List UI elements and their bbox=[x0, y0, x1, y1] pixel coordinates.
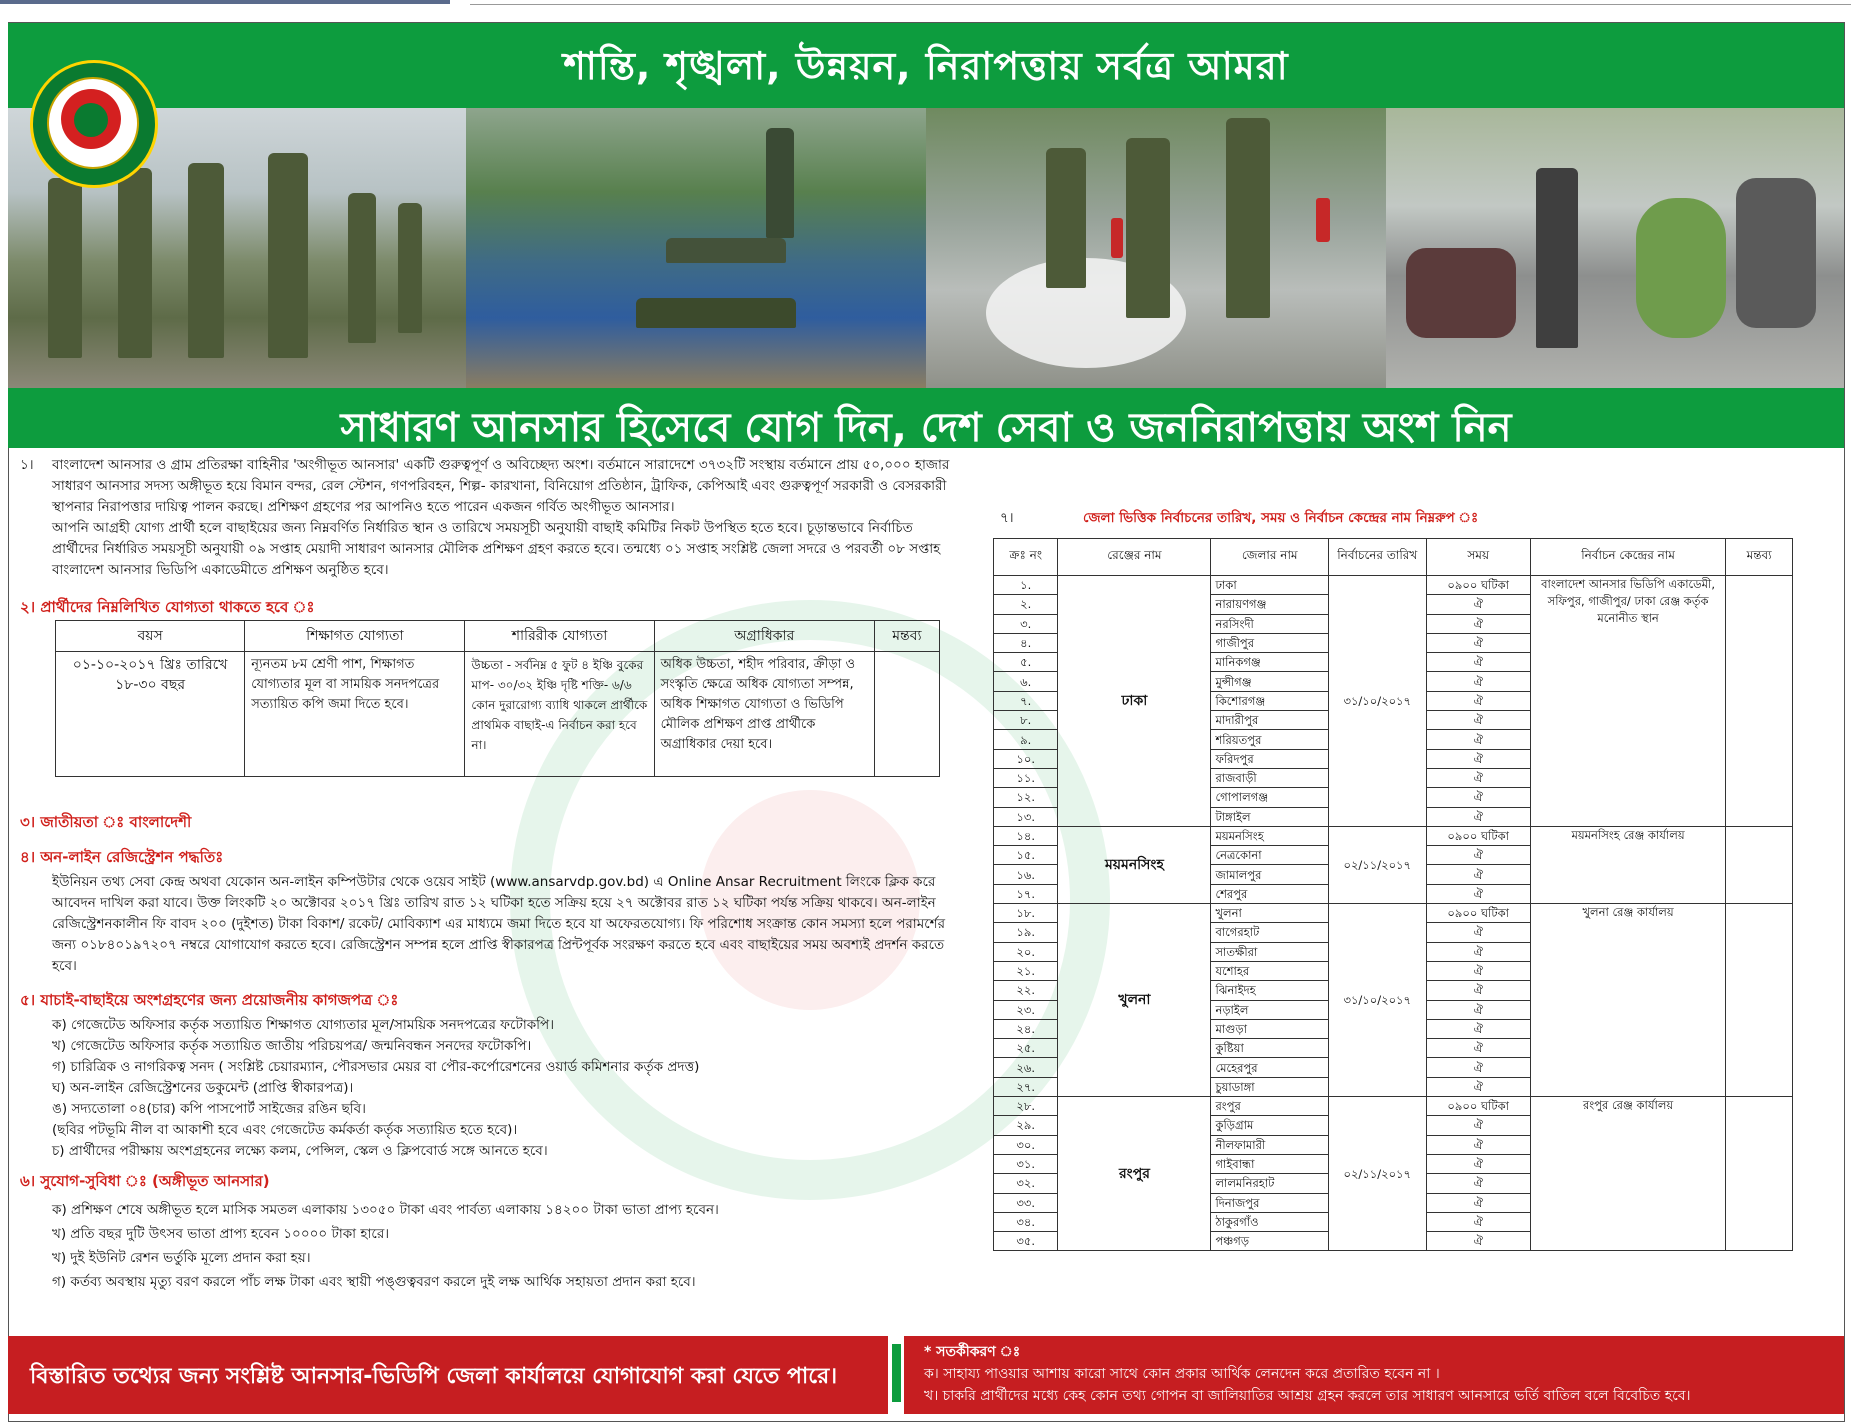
sl-cell: ৭. bbox=[994, 691, 1058, 710]
sl-cell: ৩৩. bbox=[994, 1193, 1058, 1212]
sec5-item: ঙ) সদ্যতোলা ০৪(চার) কপি পাসপোর্ট সাইজের রঙিন ছবি। bbox=[52, 1101, 367, 1117]
col-priority: অগ্রাধিকার bbox=[654, 621, 874, 652]
sl-cell: ১৩. bbox=[994, 807, 1058, 826]
time-cell: ঐ bbox=[1426, 1154, 1530, 1173]
sl-cell: ৩৫. bbox=[994, 1232, 1058, 1251]
sl-cell: ২৪. bbox=[994, 1019, 1058, 1038]
sl-cell: ১৮. bbox=[994, 904, 1058, 923]
sl-cell: ২৬. bbox=[994, 1058, 1058, 1077]
district-cell: মানিকগঞ্জ bbox=[1211, 653, 1329, 672]
sec5-item: গ) চারিত্রিক ও নাগরিকত্ব সনদ ( সংশ্লিষ্ট চেয়ারম্যান, পৌরসভার মেয়র বা পৌর-কর্পোরেশনের ওয়ার্ড কমিশনার কর্তৃক প্রদত্ত) bbox=[52, 1059, 700, 1075]
schedule-row bbox=[994, 826, 1793, 845]
sl-cell: ৩. bbox=[994, 614, 1058, 633]
sec5-list bbox=[52, 1015, 952, 1162]
time-cell: ঐ bbox=[1426, 961, 1530, 980]
sl-cell: ১৫. bbox=[994, 846, 1058, 865]
center-cell: রংপুর রেঞ্জ কার্যালয় bbox=[1530, 1097, 1725, 1251]
sec5-item: (ছবির পটভূমি নীল বা আকাশী হবে এবং গেজেটেড কর্মকর্তা কর্তৃক সত্যায়িত হতে হবে)। bbox=[52, 1122, 518, 1138]
time-cell: ঐ bbox=[1426, 788, 1530, 807]
district-cell: সাতক্ষীরা bbox=[1211, 942, 1329, 961]
time-cell: ঐ bbox=[1426, 653, 1530, 672]
district-cell: গাজীপুর bbox=[1211, 633, 1329, 652]
range-cell: রংপুর bbox=[1058, 1097, 1211, 1251]
sl-cell: ৩২. bbox=[994, 1174, 1058, 1193]
col-physical: শারিরীক যোগ্যতা bbox=[465, 621, 654, 652]
col-range: রেঞ্জের নাম bbox=[1058, 539, 1211, 576]
time-cell: ঐ bbox=[1426, 1000, 1530, 1019]
district-cell: নারায়ণগঞ্জ bbox=[1211, 595, 1329, 614]
time-cell: ০৯০০ ঘটিকা bbox=[1426, 1097, 1530, 1116]
sec2-title: ২। প্রার্থীদের নিম্নলিখিত যোগ্যতা থাকতে হবে ঃ bbox=[20, 598, 315, 616]
date-cell: ৩১/১০/২০১৭ bbox=[1328, 904, 1426, 1097]
footer-divider bbox=[888, 1336, 904, 1414]
sec6-item: ক) প্রশিক্ষণ শেষে অঙ্গীভূত হলে মাসিক সমতল এলাকায় ১৩০৫০ টাকা এবং পার্বত্য এলাকায় ১৪২০০ টাকা ভাতা প্রাপ্য হবেন। bbox=[52, 1202, 719, 1218]
sec7-number: ৭। bbox=[1000, 510, 1014, 526]
district-cell: বাগেরহাট bbox=[1211, 923, 1329, 942]
district-cell: শরিয়তপুর bbox=[1211, 730, 1329, 749]
district-cell: কুষ্টিয়া bbox=[1211, 1039, 1329, 1058]
district-cell: গোপালগঞ্জ bbox=[1211, 788, 1329, 807]
sec5-item: খ) গেজেটেড অফিসার কর্তৃক সত্যায়িত জাতীয় পরিচয়পত্র/ জন্মনিবন্ধন সনদের ফটোকপি। bbox=[52, 1038, 532, 1054]
time-cell: ঐ bbox=[1426, 633, 1530, 652]
district-cell: খুলনা bbox=[1211, 904, 1329, 923]
time-cell: ঐ bbox=[1426, 1135, 1530, 1154]
sl-cell: ৯. bbox=[994, 730, 1058, 749]
comment-cell bbox=[1726, 826, 1793, 903]
center-cell: বাংলাদেশ আনসার ভিডিপি একাডেমী, সফিপুর, গাজীপুর/ ঢাকা রেঞ্জ কর্তৃক মনোনীত স্থান bbox=[1530, 576, 1725, 827]
sl-cell: ২৫. bbox=[994, 1039, 1058, 1058]
top-banner bbox=[8, 23, 1844, 108]
col-remarks: মন্তব্য bbox=[874, 621, 939, 652]
time-cell: ঐ bbox=[1426, 807, 1530, 826]
photo-strip bbox=[8, 108, 1844, 388]
time-cell: ঐ bbox=[1426, 1019, 1530, 1038]
priority-cell: অধিক উচ্চতা, শহীদ পরিবার, ক্রীড়া ও সংস্কৃতি ক্ষেত্রে অধিক যোগ্যতা সম্পন্ন, অধিক শিক্ষাগত যোগ্যতা ও ভিডিপি মৌলিক প্রশিক্ষণ প্রাপ্ত প্রার্থীকে অগ্রাধিকার দেয়া হবে। bbox=[654, 652, 874, 777]
time-cell: ঐ bbox=[1426, 672, 1530, 691]
col-age: বয়স bbox=[56, 621, 245, 652]
sec5-item: চ) প্রার্থীদের পরীক্ষায় অংশগ্রহনের লক্ষ্যে কলম, পেন্সিল, স্কেল ও ক্লিপবোর্ড সঙ্গে আনতে হবে। bbox=[52, 1143, 548, 1159]
date-cell: ০২/১১/২০১৭ bbox=[1328, 1097, 1426, 1251]
sec1-number: ১। bbox=[20, 457, 34, 473]
sl-cell: ৫. bbox=[994, 653, 1058, 672]
sl-cell: ১৬. bbox=[994, 865, 1058, 884]
footer-contact-text: বিস্তারিত তথ্যের জন্য সংশ্লিষ্ট আনসার-ভিডিপি জেলা কার্যালয়ে যোগাযোগ করা যেতে পারে। bbox=[30, 1364, 838, 1389]
age-cell: ০১-১০-২০১৭ খ্রিঃ তারিখে ১৮-৩০ বছর bbox=[56, 652, 245, 777]
sec5-item: ঘ) অন-লাইন রেজিস্ট্রেশনের ডকুমেন্ট (প্রাপ্তি স্বীকারপত্র)। bbox=[52, 1080, 354, 1096]
district-cell: টাঙ্গাইল bbox=[1211, 807, 1329, 826]
sec7-title: জেলা ভিত্তিক নির্বাচনের তারিখ, সময় ও নির্বাচন কেন্দ্রের নাম নিম্নরুপ ঃ bbox=[1083, 510, 1479, 526]
photo-traffic-duty bbox=[1386, 108, 1844, 388]
time-cell: ০৯০০ ঘটিকা bbox=[1426, 904, 1530, 923]
time-cell: ঐ bbox=[1426, 1039, 1530, 1058]
col-sl: ক্রঃ নং bbox=[994, 539, 1058, 576]
sec1-para2: আপনি আগ্রহী যোগ্য প্রার্থী হলে বাছাইয়ের জন্য নিম্নবর্ণিত নির্ধারিত স্থান ও তারিখে সময়সূচী অনুযায়ী বাছাই কমিটির নিকট উপস্থিত হতে হবে। চূড়ান্তভাবে নির্বাচিত প্রার্থীদের নির্ধারিত সময়সূচী অনুযায়ী ০৯ সপ্তাহ মেয়াদী সাধারণ আনসার মৌলিক প্রশিক্ষণ গ্রহণ করতে হবে। তন্মধ্যে ০১ সপ্তাহ সংশ্লিষ্ট জেলা সদরে ও পরবর্তী ০৮ সপ্তাহ বাংলাদেশ আনসার ভিডিপি একাডেমীতে প্রশিক্ষণ অনুষ্ঠিত হবে। bbox=[52, 520, 941, 578]
sl-cell: ৬. bbox=[994, 672, 1058, 691]
sl-cell: ৪. bbox=[994, 633, 1058, 652]
col-education: শিক্ষাগত যোগ্যতা bbox=[245, 621, 465, 652]
sec6-item: গ) কর্তব্য অবস্থায় মৃত্যু বরণ করলে পাঁচ লক্ষ টাকা এবং স্থায়ী পঙ্গুত্ববরণ করলে দুই লক্ষ আর্থিক সহায়তা প্রদান করা হবে। bbox=[52, 1274, 696, 1290]
sl-cell: ৩০. bbox=[994, 1135, 1058, 1154]
physical-cell: উচ্চতা - সর্বনিম্ন ৫ ফুট ৪ ইঞ্চি বুকের মাপ- ৩০/৩২ ইঞ্চি দৃষ্টি শক্তি- ৬/৬ কোন দুরারোগ্য ব্যাধি থাকলে প্রার্থীকে প্রাথমিক বাছাই-এ নির্বাচন করা হবে না। bbox=[465, 652, 654, 777]
col-comment: মন্তব্য bbox=[1726, 539, 1793, 576]
ansar-vdp-logo bbox=[30, 60, 158, 188]
sl-cell: ১৪. bbox=[994, 826, 1058, 845]
footer-contact-bar bbox=[8, 1336, 888, 1414]
sec3-nationality: ৩। জাতীয়তা ঃ বাংলাদেশী bbox=[20, 813, 192, 831]
sec5-title: ৫। যাচাই-বাছাইয়ে অংশগ্রহণের জন্য প্রয়োজনীয় কাগজপত্র ঃ bbox=[20, 991, 399, 1009]
sec4-title: ৪। অন-লাইন রেজিস্ট্রেশন পদ্ধতিঃ bbox=[20, 848, 224, 866]
comment-cell bbox=[1726, 1097, 1793, 1251]
comment-cell bbox=[1726, 576, 1793, 827]
time-cell: ঐ bbox=[1426, 1212, 1530, 1231]
district-cell: মাদারীপুর bbox=[1211, 711, 1329, 730]
sl-cell: ১২. bbox=[994, 788, 1058, 807]
district-cell: নরসিংদী bbox=[1211, 614, 1329, 633]
remarks-cell bbox=[874, 652, 939, 777]
sl-cell: ১০. bbox=[994, 749, 1058, 768]
time-cell: ঐ bbox=[1426, 1193, 1530, 1212]
district-cell: ঠাকুরগাঁও bbox=[1211, 1212, 1329, 1231]
time-cell: ঐ bbox=[1426, 865, 1530, 884]
time-cell: ঐ bbox=[1426, 1058, 1530, 1077]
time-cell: ঐ bbox=[1426, 942, 1530, 961]
district-cell: গাইবান্ধা bbox=[1211, 1154, 1329, 1173]
district-cell: মাগুড়া bbox=[1211, 1019, 1329, 1038]
time-cell: ০৯০০ ঘটিকা bbox=[1426, 576, 1530, 595]
time-cell: ঐ bbox=[1426, 1116, 1530, 1135]
sl-cell: ২৩. bbox=[994, 1000, 1058, 1019]
time-cell: ঐ bbox=[1426, 1174, 1530, 1193]
warning-title: * সতর্কীকরণ ঃ bbox=[924, 1344, 1021, 1360]
district-cell: চুয়াডাঙ্গা bbox=[1211, 1077, 1329, 1096]
top-strip bbox=[0, 0, 1851, 10]
center-cell: খুলনা রেঞ্জ কার্যালয় bbox=[1530, 904, 1725, 1097]
district-cell: নেত্রকোনা bbox=[1211, 846, 1329, 865]
range-cell: ঢাকা bbox=[1058, 576, 1211, 827]
schedule-body bbox=[994, 576, 1793, 1251]
district-cell: শেরপুর bbox=[1211, 884, 1329, 903]
time-cell: ঐ bbox=[1426, 981, 1530, 1000]
district-cell: জামালপুর bbox=[1211, 865, 1329, 884]
time-cell: ০৯০০ ঘটিকা bbox=[1426, 826, 1530, 845]
sl-cell: ২৮. bbox=[994, 1097, 1058, 1116]
time-cell: ঐ bbox=[1426, 846, 1530, 865]
district-cell: মুন্সীগঞ্জ bbox=[1211, 672, 1329, 691]
district-cell: রংপুর bbox=[1211, 1097, 1329, 1116]
sl-cell: ৩৪. bbox=[994, 1212, 1058, 1231]
sl-cell: ১১. bbox=[994, 768, 1058, 787]
range-cell: খুলনা bbox=[1058, 904, 1211, 1097]
sec6-list bbox=[52, 1198, 952, 1294]
sl-cell: ৮. bbox=[994, 711, 1058, 730]
photo-fire-drill bbox=[926, 108, 1386, 388]
time-cell: ঐ bbox=[1426, 923, 1530, 942]
sec6-item: খ) দুই ইউনিট রেশন ভর্তুকি মূল্যে প্রদান করা হয়। bbox=[52, 1250, 311, 1266]
footer-warning-box bbox=[904, 1336, 1844, 1414]
time-cell: ঐ bbox=[1426, 749, 1530, 768]
sec5-item: ক) গেজেটেড অফিসার কর্তৃক সত্যায়িত শিক্ষাগত যোগ্যতার মূল/সাময়িক সনদপত্রের ফটোকপি। bbox=[52, 1017, 555, 1033]
sl-cell: ২২. bbox=[994, 981, 1058, 1000]
selection-schedule-table bbox=[993, 538, 1793, 1251]
top-banner-text: শান্তি, শৃঙ্খলা, উন্নয়ন, নিরাপত্তায় সর্বত্র আমরা bbox=[563, 44, 1289, 88]
district-cell: রাজবাড়ী bbox=[1211, 768, 1329, 787]
district-cell: ঝিনাইদহ bbox=[1211, 981, 1329, 1000]
col-date: নির্বাচনের তারিখ bbox=[1328, 539, 1426, 576]
time-cell: ঐ bbox=[1426, 595, 1530, 614]
sec1-para1: বাংলাদেশ আনসার ও গ্রাম প্রতিরক্ষা বাহিনীর 'অংগীভূত আনসার' একটি গুরুত্বপূর্ণ ও অবিচ্ছেদ্য অংশ। বর্তমানে সারাদেশে ৩৭৩২টি সংস্থায় বর্তমানে প্রায় ৫০,০০০ হাজার সাধারণ আনসার সদস্য অঙ্গীভূত হয়ে বিমান বন্দর, রেল স্টেশন, গণপরিবহন, শিল্প- কারখানা, বিনিয়োগ প্রতিষ্ঠান, ট্রাফিক, কেপিআই এবং গুরুত্বপূর্ণ সরকারী ও বেসরকারী স্থাপনার নিরাপত্তার দায়িত্ব পালন করছে। প্রশিক্ষণ গ্রহণের পর আপনিও হতে পারেন একজন গর্বিত অংগীভূত আনসার। bbox=[52, 457, 950, 515]
district-cell: কুড়িগ্রাম bbox=[1211, 1116, 1329, 1135]
time-cell: ঐ bbox=[1426, 711, 1530, 730]
time-cell: ঐ bbox=[1426, 691, 1530, 710]
time-cell: ঐ bbox=[1426, 730, 1530, 749]
district-cell: যশোহর bbox=[1211, 961, 1329, 980]
schedule-row bbox=[994, 904, 1793, 923]
education-cell: ন্যূনতম ৮ম শ্রেণী পাশ, শিক্ষাগত যোগ্যতার মূল বা সাময়িক সনদপত্রের সত্যায়িত কপি জমা দিতে হবে। bbox=[245, 652, 465, 777]
sec6-title: ৬। সুযোগ-সুবিধা ঃ (অঙ্গীভূত আনসার) bbox=[20, 1172, 270, 1190]
district-cell: দিনাজপুর bbox=[1211, 1193, 1329, 1212]
time-cell: ঐ bbox=[1426, 884, 1530, 903]
photo-shooting-practice bbox=[466, 108, 926, 388]
sl-cell: ৩১. bbox=[994, 1154, 1058, 1173]
col-time: সময় bbox=[1426, 539, 1530, 576]
date-cell: ৩১/১০/২০১৭ bbox=[1328, 576, 1426, 827]
sec4-body: ইউনিয়ন তথ্য সেবা কেন্দ্র অথবা যেকোন অন-লাইন কম্পিউটার থেকে ওয়েব সাইট (www.ansarvdp.gov.bd) এ Online Ansar Recruitment লিংকে ক্লিক করে আবেদন দাখিল করা যাবে। উক্ত লিংকটি ২০ অক্টোবর ২০১৭ খ্রিঃ তারিখ রাত ১২ ঘটিকা হতে সক্রিয় হয়ে ২৭ অক্টোবর রাত ১২ ঘটিকা পর্যন্ত সক্রিয় থাকবে। অন-লাইন রেজিস্ট্রেশনকালীন ফি বাবদ ২০০ (দুইশত) টাকা বিকাশ/ রকেট/ মোবিক্যাশ এর মাধ্যমে জমা দিতে হবে যা অফেরতযোগ্য। ফি পরিশোধ সংক্রান্ত কোন সমস্যা হলে পরামর্শের জন্য ০১৮৪০১৯৭২০৭ নম্বরে যোগাযোগ করতে হবে। রেজিস্ট্রেশন সম্পন্ন হলে প্রাপ্তি স্বীকারপত্র প্রিন্টপূর্বক সংরক্ষণ করতে হবে এবং বাছাইয়ের সময় অবশ্যই প্রদর্শন করতে হবে। bbox=[52, 874, 946, 974]
sl-cell: ১৭. bbox=[994, 884, 1058, 903]
sl-cell: ১৯. bbox=[994, 923, 1058, 942]
schedule-row bbox=[994, 576, 1793, 595]
time-cell: ঐ bbox=[1426, 1077, 1530, 1096]
center-cell: ময়মনসিংহ রেঞ্জ কার্যালয় bbox=[1530, 826, 1725, 903]
time-cell: ঐ bbox=[1426, 1232, 1530, 1251]
sl-cell: ২৭. bbox=[994, 1077, 1058, 1096]
sl-cell: ২. bbox=[994, 595, 1058, 614]
col-district: জেলার নাম bbox=[1211, 539, 1329, 576]
district-cell: ঢাকা bbox=[1211, 576, 1329, 595]
sec6-item: খ) প্রতি বছর দুটি উৎসব ভাতা প্রাপ্য হবেন ১০০০০ টাকা হারে। bbox=[52, 1226, 390, 1242]
district-cell: নড়াইল bbox=[1211, 1000, 1329, 1019]
main-banner-text: সাধারণ আনসার হিসেবে যোগ দিন, দেশ সেবা ও জননিরাপত্তায় অংশ নিন bbox=[340, 405, 1512, 451]
sl-cell: ১. bbox=[994, 576, 1058, 595]
sl-cell: ২০. bbox=[994, 942, 1058, 961]
schedule-row bbox=[994, 1097, 1793, 1116]
sl-cell: ২১. bbox=[994, 961, 1058, 980]
time-cell: ঐ bbox=[1426, 614, 1530, 633]
qualification-table bbox=[55, 620, 940, 777]
district-cell: মেহেরপুর bbox=[1211, 1058, 1329, 1077]
district-cell: পঞ্চগড় bbox=[1211, 1232, 1329, 1251]
district-cell: লালমনিরহাট bbox=[1211, 1174, 1329, 1193]
comment-cell bbox=[1726, 904, 1793, 1097]
col-center: নির্বাচন কেন্দ্রের নাম bbox=[1530, 539, 1725, 576]
district-cell: ফরিদপুর bbox=[1211, 749, 1329, 768]
main-banner bbox=[8, 388, 1844, 451]
district-cell: নীলফামারী bbox=[1211, 1135, 1329, 1154]
warning-line-1: ক। সাহায্য পাওয়ার আশায় কারো সাথে কোন প্রকার আর্থিক লেনদেন করে প্রতারিত হবেন না । bbox=[924, 1366, 1440, 1382]
date-cell: ০২/১১/২০১৭ bbox=[1328, 826, 1426, 903]
range-cell: ময়মনসিংহ bbox=[1058, 826, 1211, 903]
district-cell: কিশোরগঞ্জ bbox=[1211, 691, 1329, 710]
warning-line-2: খ। চাকরি প্রার্থীদের মধ্যে কেহ কোন তথ্য গোপন বা জালিয়াতির আশ্রয় গ্রহন করলে তার সাধারণ আনসারে ভর্তি বাতিল বলে বিবেচিত হবে। bbox=[924, 1388, 1691, 1404]
time-cell: ঐ bbox=[1426, 768, 1530, 787]
district-cell: ময়মনসিংহ bbox=[1211, 826, 1329, 845]
sl-cell: ২৯. bbox=[994, 1116, 1058, 1135]
